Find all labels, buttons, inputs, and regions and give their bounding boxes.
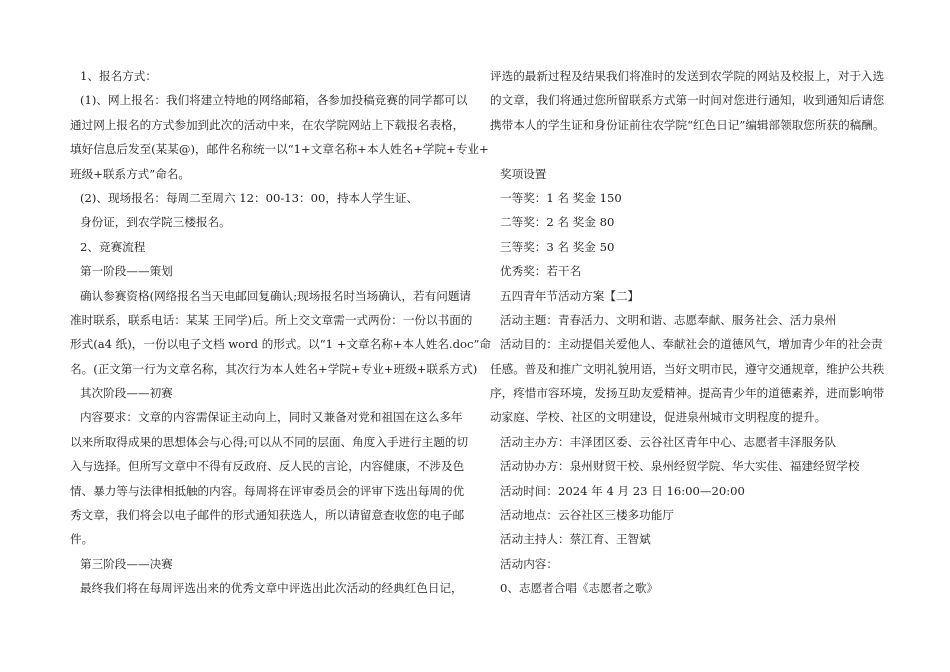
text-line: 入与选择。但所写文章中不得有反政府、反人民的言论，内容健康，不涉及色: [70, 459, 465, 474]
text-line: 内容要求：文章的内容需保证主动向上，同时又兼备对党和祖国在这么多年: [80, 410, 463, 425]
text-line: 活动内容：: [500, 556, 558, 571]
text-line: 秀文章，我们将会以电子邮件的形式通知获选人，所以请留意查收您的电子邮: [70, 508, 465, 523]
text-line: 第一阶段——策划: [80, 264, 173, 279]
text-line: 奖项设置: [500, 166, 547, 181]
text-line: 活动地点：云谷社区三楼多功能厅: [500, 508, 674, 523]
text-line: 第三阶段——决赛: [80, 556, 173, 571]
left-column: [70, 64, 492, 601]
text-line: 名。(正文第一行为文章名称，其次行为本人姓名+学院+专业+班级+联系方式): [70, 361, 478, 376]
text-line: 身份证，到农学院三楼报名。: [80, 215, 231, 230]
text-line: 活动协办方：泉州财贸干校、泉州经贸学院、华大实佳、福建经贸学校: [500, 459, 860, 474]
text-line: 件。: [70, 532, 94, 547]
text-line: 最终我们将在每周评选出来的优秀文章中评选出此次活动的经典红色日记，: [80, 581, 463, 596]
right-column: [490, 64, 885, 601]
text-line: 活动主办方：丰泽团区委、云谷社区青年中心、志愿者丰泽服务队: [500, 434, 837, 449]
text-line: 情、暴力等与法律相抵触的内容。每周将在评审委员会的评审下选出每周的优: [70, 483, 465, 498]
text-line: 携带本人的学生证和身份证前往农学院“红色日记”编辑部领取您所获的稿酬。: [490, 117, 885, 132]
text-line: 其次阶段——初赛: [80, 386, 173, 401]
text-line: 形式(a4 纸)，一份以电子文档 word 的形式。以“1 +文章名称+本人姓名.doc”命: [70, 337, 492, 352]
text-line: 准时联系，联系电话：某某 王同学)后。所上交文章需一式两份：一份以书面的: [70, 312, 473, 327]
text-line: 序，疼惜市容环境，发扬互助友爱精神。提高青少年的道德素养，进而影响带: [490, 386, 885, 401]
text-line: 活动主题：青春活力、文明和谐、志愿奉献、服务社会、活力泉州: [500, 312, 837, 327]
text-line: 2、竞赛流程: [80, 239, 146, 254]
text-line: 1、报名方式：: [80, 69, 157, 83]
text-line: 五四青年节活动方案【二】: [500, 288, 640, 303]
text-line: (2)、现场报名：每周二至周六 12：00-13：00，持本人学生证、: [80, 190, 419, 205]
text-line: 评选的最新过程及结果我们将准时的发送到农学院的网站及校报上，对于入选: [490, 69, 885, 83]
text-line: 活动目的：主动提倡关爱他人、奉献社会的道德风气，增加青少年的社会责: [500, 337, 883, 352]
text-line: 一等奖：1 名 奖金 150: [500, 190, 622, 205]
text-line: 动家庭、学校、社区的文明建设，促进泉州城市文明程度的提升。: [490, 410, 827, 425]
text-line: 填好信息后发至(某某@)，邮件名称统一以“1+文章名称+本人姓名+学院+专业+: [70, 142, 489, 157]
text-line: 活动时间：2024 年 4 月 23 日 16:00—20:00: [500, 483, 745, 498]
text-line: 活动主持人：蔡江育、王智斌: [500, 532, 651, 547]
text-line: 的文章，我们将通过您所留联系方式第一时间对您进行通知，收到通知后请您: [490, 93, 885, 108]
text-line: 通过网上报名的方式参加到此次的活动中来，在农学院网站上下载报名表格，: [70, 117, 465, 132]
text-line: 二等奖：2 名 奖金 80: [500, 215, 615, 230]
text-line: (1)、网上报名：我们将建立特地的网络邮箱，各参加投稿竞赛的同学都可以: [80, 93, 468, 108]
text-line: 班级+联系方式”命名。: [70, 166, 190, 181]
text-line: 三等奖：3 名 奖金 50: [500, 239, 615, 254]
text-line: 确认参赛资格(网络报名当天电邮回复确认;现场报名时当场确认，若有问题请: [80, 288, 472, 303]
text-line: [490, 137, 885, 161]
text-line: 0、志愿者合唱《志愿者之歌》: [500, 581, 659, 596]
text-line: 任感。普及和推广文明礼貌用语，当好文明市民，遵守交通规章，维护公共秩: [490, 361, 885, 376]
text-line: 以来所取得成果的思想体会与心得;可以从不同的层面、角度入手进行主题的切: [70, 434, 469, 449]
text-line: 优秀奖：若干名: [500, 264, 582, 279]
